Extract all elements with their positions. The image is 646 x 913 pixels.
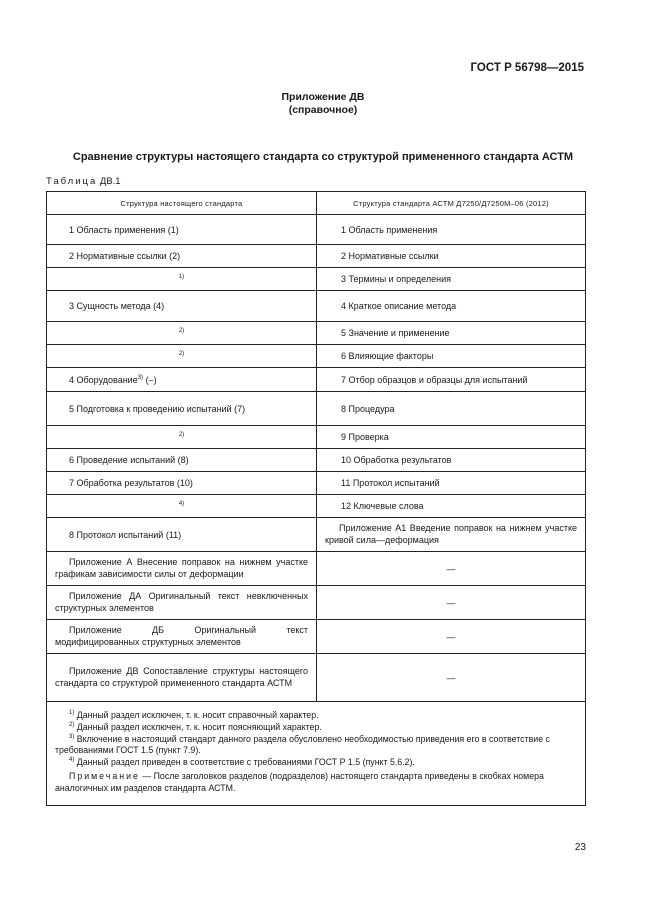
row-right-cell: 1 Область применения (317, 215, 586, 245)
footnote (55, 757, 577, 769)
table-header-row (47, 192, 586, 215)
row-right-cell: — (317, 654, 586, 702)
table-row (47, 495, 586, 518)
row-right-cell: 2 Нормативные ссылки (317, 245, 586, 268)
appendix-title: Приложение ДВ (281, 91, 365, 103)
footnote-marker: 2) (69, 721, 75, 728)
footnote-marker: 2) (178, 351, 185, 357)
header-right: Структура стандарта АСТМ Д7250/Д7250М–06 (2012) (317, 192, 586, 215)
table-row (47, 215, 586, 245)
row-left-cell: 2 Нормативные ссылки (2) (47, 245, 317, 268)
document-code: ГОСТ Р 56798—2015 (470, 62, 584, 74)
table-row (47, 368, 586, 392)
row-left-cell: Приложение ДВ Сопоставление структуры настоящего стандарта со структурой примененного стандарта АСТМ (47, 654, 317, 702)
footnote (55, 734, 577, 758)
footnote-text: Данный раздел исключен, т. к. носит справочный характер. (74, 710, 319, 720)
row-left-cell-footnote (47, 345, 317, 368)
table-row (47, 620, 586, 654)
row-left-cell-footnote (47, 495, 317, 518)
equipment-ref: (–) (143, 374, 157, 385)
table-caption (46, 176, 121, 187)
notes-row (47, 702, 586, 806)
row-left-cell: 8 Протокол испытаний (11) (47, 518, 317, 552)
row-left-cell: 6 Проведение испытаний (8) (47, 449, 317, 472)
table-row (47, 291, 586, 322)
header-left: Структура настоящего стандарта (47, 192, 317, 215)
row-right-cell: 7 Отбор образцов и образцы для испытаний (317, 368, 586, 392)
row-right-cell: 12 Ключевые слова (317, 495, 586, 518)
row-left-cell-footnote (47, 426, 317, 449)
note-text: — После заголовков разделов (подразделов) настоящего стандарта приведены в скобках номера аналогичных им разделов стандарта АСТМ. (55, 770, 544, 793)
footnote-text: Данный раздел исключен, т. к. носит поясняющий характер. (74, 721, 322, 732)
footnote-marker: 3) (137, 374, 144, 381)
table-row (47, 322, 586, 345)
row-left-cell: Приложение А Внесение поправок на нижнем участке графикам зависимости силы от деформации (47, 552, 317, 586)
footnote-text: Включение в настоящий стандарт данного раздела обусловлено необходимостью приведения его в соответствие с требованиями ГОСТ 1.5 (пункт 7.9). (55, 733, 550, 756)
footnote-marker: 3) (69, 733, 75, 740)
row-left-cell: Приложение ДБ Оригинальный текст модифицированных структурных элементов (47, 620, 317, 654)
row-left-cell: Приложение ДА Оригинальный текст невключенных структурных элементов (47, 586, 317, 620)
appendix-heading (0, 91, 646, 117)
row-right-cell: 8 Процедура (317, 392, 586, 426)
row-right-cell: 10 Обработка результатов (317, 449, 586, 472)
table-caption-word: Таблица (46, 176, 98, 187)
row-left-cell-footnote (47, 268, 317, 291)
table-row (47, 268, 586, 291)
appendix-subtitle: (справочное) (288, 104, 358, 116)
table-row (47, 518, 586, 552)
note-label: Примечание (69, 770, 140, 781)
row-right-cell: 9 Проверка (317, 426, 586, 449)
row-left-cell-footnote (47, 322, 317, 345)
footnote (55, 722, 577, 734)
row-left-cell: 3 Сущность метода (4) (47, 291, 317, 322)
row-right-cell: Приложение А1 Введение поправок на нижнем участке кривой сила—деформация (317, 518, 586, 552)
notes-cell (47, 702, 586, 806)
footnote-marker: 4) (69, 757, 75, 764)
footnote-marker: 4) (178, 501, 185, 507)
comparison-table-container (46, 191, 585, 806)
table-note (55, 771, 577, 795)
row-right-cell: — (317, 552, 586, 586)
comparison-table (46, 191, 586, 806)
row-right-cell: 4 Краткое описание метода (317, 291, 586, 322)
table-row (47, 472, 586, 495)
footnote (55, 710, 577, 722)
page-number: 23 (574, 842, 586, 853)
footnote-marker: 1) (178, 274, 185, 280)
section-title: Сравнение структуры настоящего стандарта со структурой примененного стандарта АСТМ (72, 151, 574, 163)
row-right-cell: 3 Термины и определения (317, 268, 586, 291)
table-row (47, 245, 586, 268)
table-row (47, 552, 586, 586)
row-left-cell: 5 Подготовка к проведению испытаний (7) (47, 392, 317, 426)
table-row (47, 392, 586, 426)
table-row (47, 586, 586, 620)
row-right-cell: — (317, 620, 586, 654)
row-right-cell: 11 Протокол испытаний (317, 472, 586, 495)
table-row (47, 654, 586, 702)
row-right-cell: 6 Влияющие факторы (317, 345, 586, 368)
footnote-text: Данный раздел приведен в соответствие с требованиями ГОСТ Р 1.5 (пункт 5.6.2). (74, 757, 415, 768)
equipment-label: 4 Оборудование (69, 374, 138, 385)
row-left-cell (47, 368, 317, 392)
row-right-cell: — (317, 586, 586, 620)
table-caption-number: ДВ.1 (99, 176, 121, 187)
footnote-marker: 2) (178, 328, 185, 334)
row-left-cell: 7 Обработка результатов (10) (47, 472, 317, 495)
table-row (47, 426, 586, 449)
table-row (47, 449, 586, 472)
table-row (47, 345, 586, 368)
footnote-marker: 2) (178, 432, 185, 438)
row-left-cell: 1 Область применения (1) (47, 215, 317, 245)
row-right-cell: 5 Значение и применение (317, 322, 586, 345)
footnote-marker: 1) (69, 710, 75, 717)
